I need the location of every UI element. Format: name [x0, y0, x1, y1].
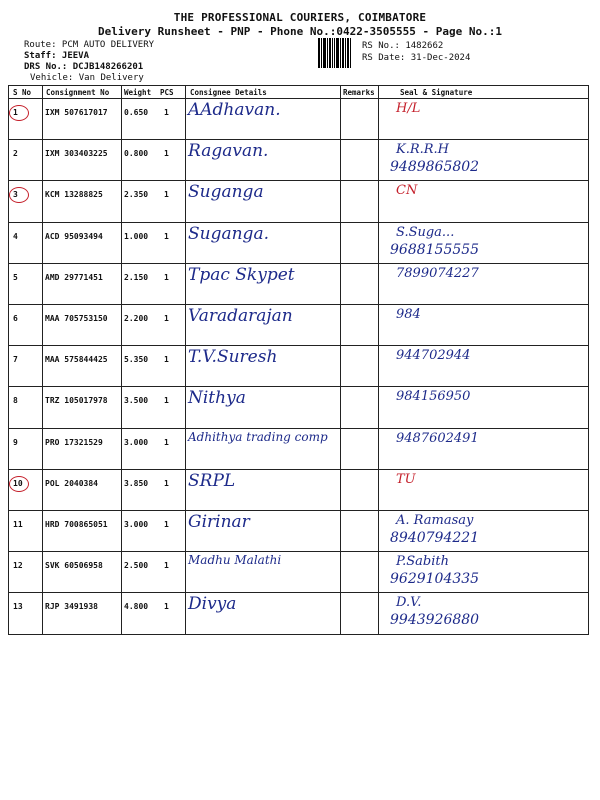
- serial-number: 13: [13, 602, 23, 612]
- pieces-count: 1: [164, 602, 169, 612]
- document-title: THE PROFESSIONAL COURIERS, COIMBATORE: [173, 11, 427, 24]
- weight-value: 2.200: [124, 314, 149, 323]
- rs-number: RS No.: 1482662: [362, 41, 444, 51]
- consignee-handwriting: Suganga: [188, 182, 264, 203]
- pieces-count: 1: [164, 355, 169, 365]
- consignee-handwriting: SRPL: [188, 470, 236, 491]
- consignment-number: KCM 13288825: [45, 190, 103, 200]
- signature-handwriting: 984156950: [396, 389, 471, 405]
- consignment-number: TRZ 105017978: [45, 396, 108, 406]
- signature-handwriting: 944702944: [396, 348, 471, 364]
- table-row: [8, 345, 588, 387]
- serial-number: 12: [13, 561, 23, 571]
- signature-phone: 9943926880: [390, 612, 480, 629]
- signature-handwriting: K.R.R.H: [396, 142, 450, 158]
- table-border-right: [588, 85, 589, 635]
- table-row: [8, 263, 588, 305]
- table-row: [8, 139, 588, 181]
- table-row: [8, 222, 588, 264]
- weight-value: 4.800: [124, 602, 149, 612]
- pieces-count: 1: [164, 396, 169, 406]
- consignment-number: MAA 705753150: [45, 314, 108, 323]
- pieces-count: 1: [164, 190, 169, 200]
- consignee-handwriting: Ragavan.: [188, 141, 269, 162]
- pieces-count: 1: [164, 478, 169, 488]
- column-header-remarks: Remarks: [343, 88, 375, 97]
- serial-number: 3: [13, 190, 18, 200]
- signature-handwriting: S.Suga...: [396, 224, 455, 240]
- signature-handwriting: 984: [396, 307, 421, 322]
- rs-date: RS Date: 31-Dec-2024: [362, 53, 471, 63]
- column-header-consignee: Consignee Details: [190, 88, 267, 97]
- table-row: [8, 469, 588, 511]
- weight-value: 0.650: [124, 108, 149, 117]
- consignee-handwriting: Adhithya trading comp: [188, 429, 328, 444]
- weight-value: 2.350: [124, 190, 149, 200]
- consignee-handwriting: Divya: [188, 594, 237, 615]
- pieces-count: 1: [164, 437, 169, 447]
- consignment-number: MAA 575844425: [45, 355, 108, 365]
- consignee-handwriting: Tpac Skypet: [188, 264, 295, 285]
- consignment-number: IXM 303403225: [45, 149, 108, 159]
- red-circle-mark: [9, 476, 29, 492]
- consignment-number: RJP 3491938: [45, 602, 98, 612]
- signature-handwriting: P.Sabith: [396, 554, 449, 570]
- vehicle-label: Vehicle: Van Delivery: [30, 73, 144, 83]
- weight-value: 3.500: [124, 396, 149, 406]
- column-header-pcs: PCS: [160, 88, 174, 97]
- table-row: [8, 551, 588, 593]
- consignment-number: SVK 60506958: [45, 561, 103, 571]
- column-header-sno: S No: [13, 88, 32, 97]
- drs-number: DRS No.: DCJB148266201: [24, 62, 144, 72]
- consignee-handwriting: AAdhavan.: [188, 100, 281, 120]
- signature-phone: 9629104335: [390, 571, 480, 588]
- barcode-image: [318, 38, 356, 68]
- consignee-handwriting: Girinar: [188, 512, 250, 532]
- serial-number: 6: [13, 314, 18, 323]
- pieces-count: 1: [164, 108, 169, 117]
- route-label: Route: PCM AUTO DELIVERY: [24, 40, 155, 50]
- weight-value: 3.850: [124, 478, 149, 488]
- table-row: [8, 428, 588, 470]
- signature-handwriting: A. Ramasay: [396, 513, 474, 528]
- signature-handwriting: H/L: [396, 101, 421, 116]
- signature-phone: 9489865802: [390, 159, 480, 176]
- consignment-number: ACD 95093494: [45, 231, 103, 241]
- pieces-count: 1: [164, 561, 169, 571]
- consignment-number: IXM 507617017: [45, 108, 108, 117]
- consignee-handwriting: Varadarajan: [188, 306, 293, 326]
- row-divider: [8, 634, 588, 635]
- table-top-border: [8, 85, 588, 86]
- weight-value: 2.150: [124, 272, 149, 282]
- serial-number: 4: [13, 231, 18, 241]
- signature-handwriting: CN: [396, 183, 418, 199]
- weight-value: 1.000: [124, 231, 149, 241]
- serial-number: 5: [13, 272, 18, 282]
- signature-phone: 8940794221: [390, 530, 480, 546]
- consignment-number: PRO 17321529: [45, 437, 103, 447]
- consignee-handwriting: Suganga.: [188, 223, 269, 244]
- signature-handwriting: D.V.: [396, 595, 422, 611]
- pieces-count: 1: [164, 272, 169, 282]
- consignee-handwriting: T.V.Suresh: [188, 347, 278, 368]
- serial-number: 11: [13, 520, 23, 529]
- red-circle-mark: [9, 187, 29, 203]
- signature-handwriting: TU: [396, 471, 416, 487]
- signature-handwriting: 7899074227: [396, 265, 479, 281]
- weight-value: 3.000: [124, 520, 149, 529]
- column-header-signature: Seal & Signature: [400, 88, 473, 97]
- column-header-weight: Weight: [124, 88, 152, 97]
- serial-number: 10: [13, 478, 23, 488]
- pieces-count: 1: [164, 231, 169, 241]
- consignee-handwriting: Madhu Malathi: [188, 553, 282, 568]
- table-row: [8, 180, 588, 222]
- column-header-consignment: Consignment No: [46, 88, 110, 97]
- weight-value: 2.500: [124, 561, 149, 571]
- serial-number: 9: [13, 437, 18, 447]
- table-row: [8, 98, 588, 140]
- signature-handwriting: 9487602491: [396, 430, 479, 446]
- consignee-handwriting: Nithya: [188, 388, 246, 409]
- consignment-number: AMD 29771451: [45, 272, 103, 282]
- weight-value: 3.000: [124, 437, 149, 447]
- table-row: [8, 510, 588, 552]
- pieces-count: 1: [164, 149, 169, 159]
- table-row: [8, 592, 588, 634]
- serial-number: 2: [13, 149, 18, 159]
- weight-value: 0.800: [124, 149, 149, 159]
- weight-value: 5.350: [124, 355, 149, 365]
- red-circle-mark: [9, 105, 29, 121]
- serial-number: 8: [13, 396, 18, 406]
- consignment-number: HRD 700865051: [45, 520, 108, 529]
- table-row: [8, 304, 588, 346]
- serial-number: 7: [13, 355, 18, 365]
- pieces-count: 1: [164, 314, 169, 323]
- staff-label: Staff: JEEVA: [24, 51, 90, 61]
- table-row: [8, 386, 588, 428]
- serial-number: 1: [13, 108, 18, 117]
- document-subtitle: Delivery Runsheet - PNP - Phone No.:0422-3505555 - Page No.:1: [98, 25, 502, 38]
- signature-phone: 9688155555: [390, 241, 480, 258]
- pieces-count: 1: [164, 520, 169, 529]
- consignment-number: POL 2040384: [45, 478, 98, 488]
